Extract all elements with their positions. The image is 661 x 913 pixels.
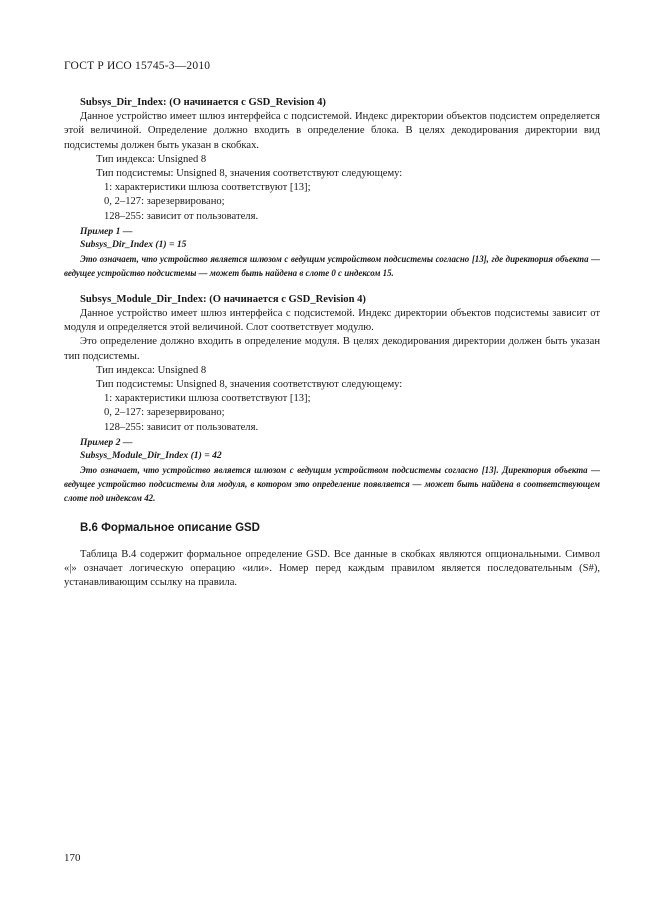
parameter-heading: Subsys_Module_Dir_Index: (О начинается с GSD_Revision 4) — [80, 293, 366, 305]
index-type-line: Тип индекса: Unsigned 8 — [96, 364, 207, 376]
subsystem-type-line: Тип подсистемы: Unsigned 8, значения соответствуют следующему: — [96, 379, 403, 391]
parameter-heading: Subsys_Dir_Index: (О начинается с GSD_Revision 4) — [80, 97, 326, 108]
value-item: 128–255: зависит от пользователя. — [104, 421, 259, 433]
paragraph: Это определение должно входить в определение модуля. В целях декодирования директории должен быть указан тип подсистемы. — [64, 336, 600, 362]
section-title: В.6 Формальное описание GSD — [80, 521, 260, 534]
value-item: 1: характеристики шлюза соответствуют [13]; — [104, 182, 311, 194]
value-item: 0, 2–127: зарезервировано; — [104, 407, 225, 419]
document-header: ГОСТ Р ИСО 15745-3—2010 — [64, 60, 211, 72]
example-title: Пример 1 — — [80, 225, 133, 237]
example-title: Пример 2 — — [80, 436, 133, 448]
subsystem-type-line: Тип подсистемы: Unsigned 8, значения соответствуют следующему: — [96, 168, 403, 180]
value-item: 1: характеристики шлюза соответствуют [13]; — [104, 393, 311, 405]
example-code: Subsys_Dir_Index (1) = 15 — [80, 238, 187, 250]
page-content — [64, 96, 600, 591]
index-type-line: Тип индекса: Unsigned 8 — [96, 153, 207, 165]
paragraph: Данное устройство имеет шлюз интерфейса с подсистемой. Индекс директории объектов подсистем определяется этой величиной. Определение должно входить в определение блока. В целях декодирования директории вид подсистемы должен быть указан в скобках. — [64, 111, 600, 151]
page-number: 170 — [64, 852, 81, 864]
paragraph: Таблица В.4 содержит формальное определение GSD. Все данные в скобках являются опциональными. Символ «|» означает логическую операцию «или». Номер перед каждым правилом является последовательным (S#), устанавливающим ссылку на правила. — [64, 549, 600, 589]
example-explanation: Это означает, что устройство является шлюзом с ведущим устройством подсистемы согласно [13]. Директория объекта — ведущее устройство подсистемы для модуля, в котором это определение появляется — может быть найдена в соответствующем слоте под индексом 42. — [64, 464, 600, 503]
value-item: 128–255: зависит от пользователя. — [104, 210, 259, 222]
value-item: 0, 2–127: зарезервировано; — [104, 196, 225, 208]
example-code: Subsys_Module_Dir_Index (1) = 42 — [80, 449, 222, 461]
paragraph: Данное устройство имеет шлюз интерфейса с подсистемой. Индекс директории объектов подсистемы зависит от модуля и определяется этой величиной. Слот соответствует модулю. — [64, 308, 600, 334]
example-explanation: Это означает, что устройство является шлюзом с ведущим устройством подсистемы согласно [13], где директория объекта — ведущее устройство подсистемы — может быть найдена в слоте 0 с индексом 15. — [64, 253, 600, 278]
